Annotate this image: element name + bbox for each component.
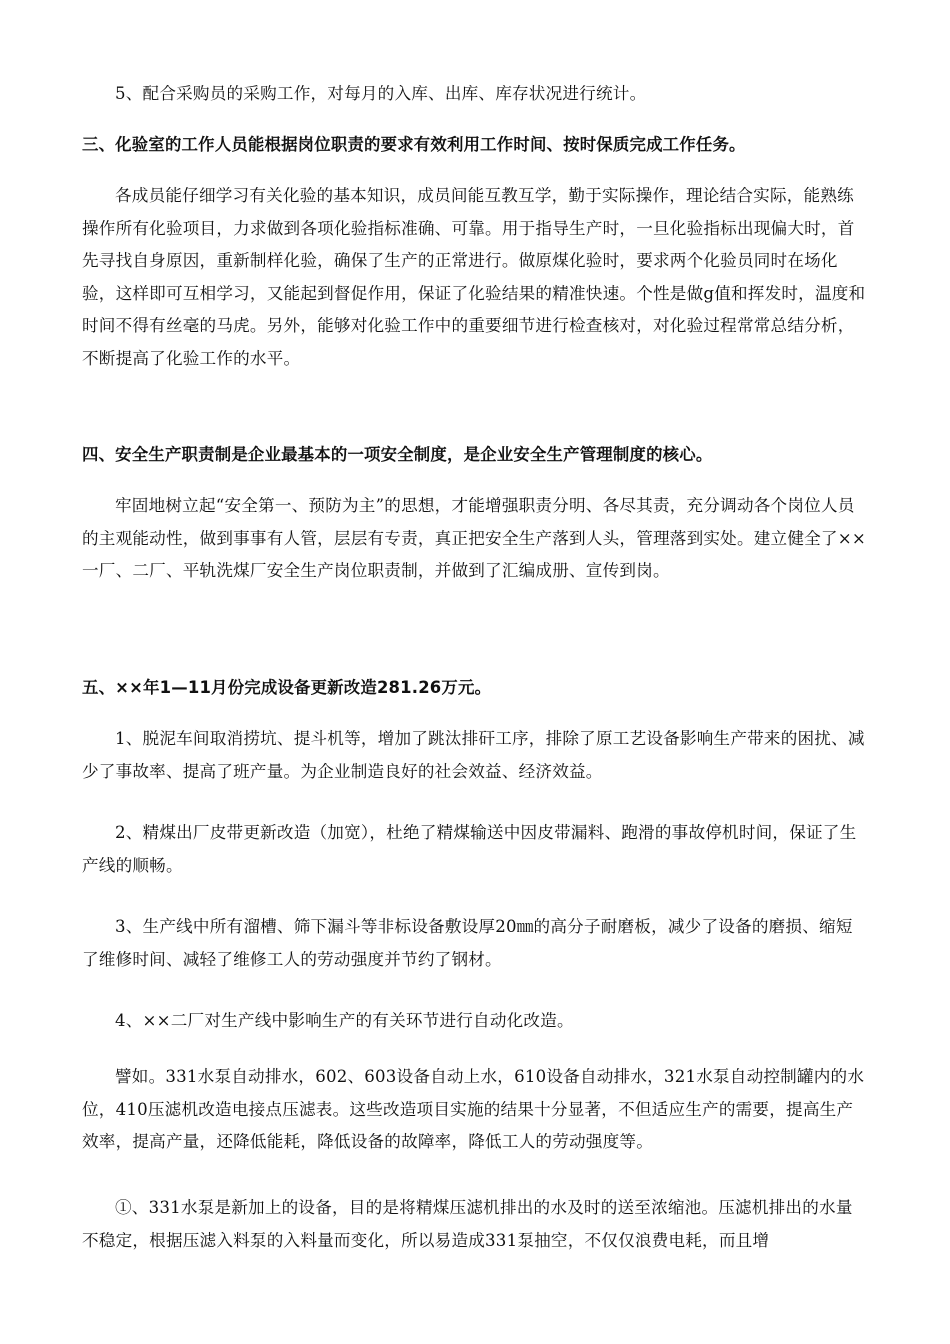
- pump-331-paragraph: ①、331水泵是新加上的设备，目的是将精煤压滤机排出的水及时的送至浓缩池。压滤机排出的水量不稳定，根据压滤入料泵的入料量而变化，所以易造成331泵抽空，不仅仅浪费电耗，而且增: [82, 1198, 853, 1250]
- item-5-2-paragraph: 2、精煤出厂皮带更新改造（加宽），杜绝了精煤输送中因皮带漏料、跑滑的事故停机时间，保证了生产线的顺畅。: [82, 823, 857, 875]
- section-5-heading: 五、××年1—11月份完成设备更新改造281.26万元。: [82, 678, 492, 697]
- item-5-1-paragraph: 1、脱泥车间取消捞坑、提斗机等，增加了跳汰排矸工序，排除了原工艺设备影响生产带来的困扰、减少了事故率、提高了班产量。为企业制造良好的社会效益、经济效益。: [82, 729, 865, 781]
- section-4-heading: 四、安全生产职责制是企业最基本的一项安全制度，是企业安全生产管理制度的核心。: [82, 445, 713, 464]
- section-3-paragraph: 各成员能仔细学习有关化验的基本知识，成员间能互教互学，勤于实际操作，理论结合实际，能熟练操作所有化验项目，力求做到各项化验指标准确、可靠。用于指导生产时，一旦化验指标出现偏大时，首先寻找自身原因，重新制样化验，确保了生产的正常进行。做原煤化验时，要求两个化验员同时在场化验，这样即可互相学习，又能起到督促作用，保证了化验结果的精准快速。个性是做g值和挥发时，温度和时间不得有丝毫的马虎。另外，能够对化验工作中的重要细节进行检查核对，对化验过程常常总结分析，不断提高了化验工作的水平。: [82, 186, 866, 368]
- example-paragraph: 譬如。331水泵自动排水，602、603设备自动上水，610设备自动排水，321水泵自动控制罐内的水位，410压滤机改造电接点压滤表。这些改造项目实施的结果十分显著，不但适应生产的需要，提高生产效率，提高产量，还降低能耗，降低设备的故障率，降低工人的劳动强度等。: [82, 1067, 865, 1151]
- item-5-4-paragraph: 4、××二厂对生产线中影响生产的有关环节进行自动化改造。: [115, 1011, 574, 1030]
- section-4-paragraph: 牢固地树立起“安全第一、预防为主”的思想，才能增强职责分明、各尽其责，充分调动各个岗位人员的主观能动性，做到事事有人管，层层有专责，真正把安全生产落到人头，管理落到实处。建立健全了××一厂、二厂、平轨洗煤厂安全生产岗位职责制，并做到了汇编成册、宣传到岗。: [82, 496, 866, 580]
- item-5-paragraph: 5、配合采购员的采购工作，对每月的入库、出库、库存状况进行统计。: [115, 84, 647, 103]
- section-3-heading: 三、化验室的工作人员能根据岗位职责的要求有效利用工作时间、按时保质完成工作任务。: [82, 135, 746, 154]
- item-5-3-paragraph: 3、生产线中所有溜槽、筛下漏斗等非标设备敷设厚20㎜的高分子耐磨板，减少了设备的磨损、缩短了维修时间、减轻了维修工人的劳动强度并节约了钢材。: [82, 917, 853, 969]
